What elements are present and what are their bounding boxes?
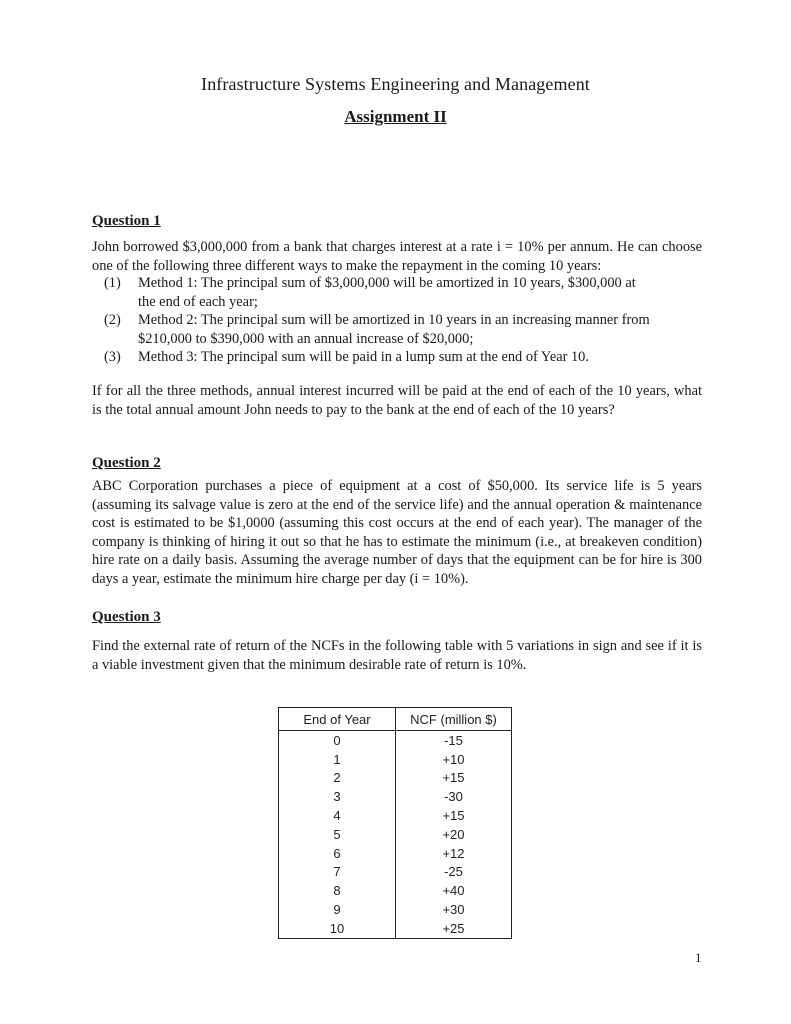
table-row [279,787,512,806]
ncf-cell: +40 [396,881,512,900]
method-number: (1) [104,275,121,291]
table-row [279,825,512,844]
year-cell: 4 [279,806,396,825]
table-row [279,881,512,900]
question-3-heading: Question 3 [92,609,161,625]
method-text: Method 1: The principal sum of $3,000,000 will be amortized in 10 years, $300,000 at [138,275,636,291]
question-2-heading: Question 2 [92,455,161,471]
ncf-cell: -30 [396,787,512,806]
question-2-body: ABC Corporation purchases a piece of equipment at a cost of $50,000. Its service life is 5 years (assuming its salvage value is zero at the end of the service life) and the annual operation & maintenance cost is estimated to be $1,0000 (assuming this cost occurs at the end of each year). The manager of the company is thinking of hiring it out so that he has to estimate the minimum (i.e., at breakeven condition) hire rate on a daily basis. Assuming the average number of days that the equipment can be for hire is 300 days a year, estimate the minimum hire charge per day (i = 10%). [92,478,702,587]
ncf-cell: +30 [396,900,512,919]
document-title: Infrastructure Systems Engineering and Management [201,74,590,94]
table-row [279,731,512,750]
year-cell: 0 [279,731,396,750]
ncf-cell: +10 [396,750,512,769]
ncf-cell: +20 [396,825,512,844]
column-header-year: End of Year [279,708,396,731]
year-cell: 5 [279,825,396,844]
method-text: Method 3: The principal sum will be paid in a lump sum at the end of Year 10. [138,349,589,365]
year-cell: 9 [279,900,396,919]
assignment-heading: Assignment II [344,107,447,126]
year-cell: 6 [279,844,396,863]
method-text-continued: $210,000 to $390,000 with an annual increase of $20,000; [138,330,474,347]
column-header-ncf: NCF (million $) [396,708,512,731]
question-1-closing: If for all the three methods, annual interest incurred will be paid at the end of each of the 10 years, what is the total annual amount John needs to pay to the bank at the end of each of the 10 years? [92,383,702,418]
method-number: (3) [104,349,121,365]
ncf-cell: +15 [396,769,512,788]
method-number: (2) [104,312,121,328]
method-2-item [104,311,702,348]
question-1-intro: John borrowed $3,000,000 from a bank that charges interest at a rate i = 10% per annum. He can choose one of the following three different ways to make the repayment in the coming 10 years: [92,239,702,274]
table-row [279,900,512,919]
page-number: 1 [695,950,702,965]
table-row [279,844,512,863]
ncf-cell: +25 [396,919,512,938]
method-1-item [104,274,702,311]
ncf-cell: +12 [396,844,512,863]
year-cell: 1 [279,750,396,769]
ncf-cell: -15 [396,731,512,750]
method-text: Method 2: The principal sum will be amortized in 10 years in an increasing manner from [138,312,650,328]
method-text-continued: the end of each year; [138,293,258,310]
ncf-table [278,707,512,939]
year-cell: 10 [279,919,396,938]
question-3-body: Find the external rate of return of the NCFs in the following table with 5 variations in sign and see if it is a viable investment given that the minimum desirable rate of return is 10%. [92,638,702,673]
method-3-item [104,348,702,367]
table-header-row [279,708,512,731]
table-row [279,863,512,882]
question-1-heading: Question 1 [92,213,161,229]
ncf-cell: +15 [396,806,512,825]
table-row [279,750,512,769]
year-cell: 3 [279,787,396,806]
ncf-cell: -25 [396,863,512,882]
table-row [279,769,512,788]
table-row [279,806,512,825]
year-cell: 2 [279,769,396,788]
year-cell: 7 [279,863,396,882]
table-row [279,919,512,938]
year-cell: 8 [279,881,396,900]
